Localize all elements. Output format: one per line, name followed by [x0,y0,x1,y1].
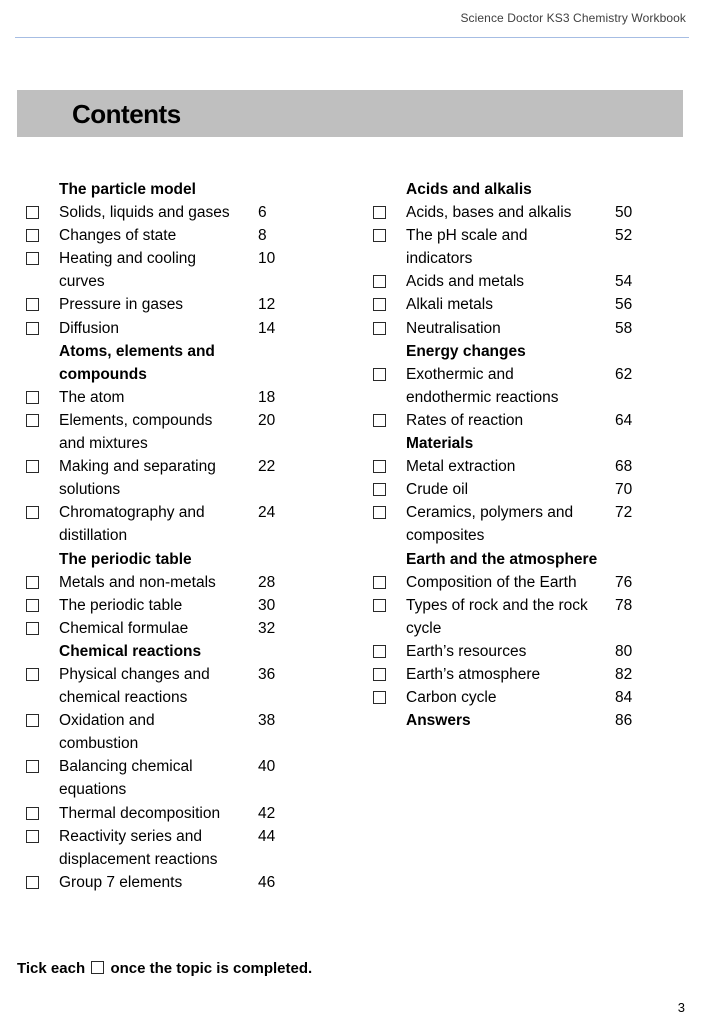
topic-title: Exothermic and [406,365,514,383]
topic-title: Pressure in gases [59,296,184,314]
page-ref: 78 [615,596,633,614]
topic-title: Group 7 elements [59,873,183,891]
toc-entry [24,270,294,293]
topic-title: Crude oil [406,481,469,499]
checkbox-slot [24,363,59,386]
topic-title: Diffusion [59,319,120,337]
section-heading-text: Earth and the atmosphere [406,550,598,568]
section-heading-text: Acids and alkalis [406,181,532,198]
toc-entry [371,617,641,640]
checkbox-slot [24,778,59,801]
toc-section-heading [371,548,641,571]
page-ref: 8 [258,227,267,245]
page-ref: 22 [258,458,276,476]
toc-entry [24,825,294,848]
topic-title: Chemical formulae [59,619,189,637]
topic-checkbox[interactable] [373,275,386,288]
toc-entry [24,317,294,340]
checkbox-slot [24,178,59,201]
topic-checkbox[interactable] [373,506,386,519]
footer-note-after: once the topic is completed. [110,960,313,977]
checkbox-slot [24,617,59,640]
topic-checkbox[interactable] [26,252,39,265]
toc-section-heading [24,340,294,363]
checkbox-slot [24,709,59,732]
checkbox-slot [371,594,406,617]
topic-title: combustion [59,735,139,753]
topic-title: endothermic reactions [406,388,559,406]
checkbox-slot [24,871,59,894]
checkbox-slot [24,432,59,455]
topic-title: cycle [406,619,442,637]
toc-entry [371,524,641,547]
checkbox-slot [24,548,59,571]
checkbox-slot [24,571,59,594]
topic-title: solutions [59,481,121,499]
page-ref: 42 [258,804,276,822]
checkbox-slot [24,478,59,501]
page-ref: 40 [258,758,276,776]
toc-entry [371,686,641,709]
checkbox-slot [371,409,406,432]
topic-checkbox[interactable] [373,599,386,612]
checkbox-slot [24,848,59,871]
topic-checkbox[interactable] [26,460,39,473]
topic-checkbox[interactable] [373,460,386,473]
topic-checkbox[interactable] [373,414,386,427]
page-ref: 46 [258,873,276,891]
checkbox-slot [24,825,59,848]
toc-section-heading [371,178,641,201]
topic-title: Earth’s resources [406,642,527,660]
section-heading-text: The particle model [59,181,196,198]
toc-entry [24,386,294,409]
checkbox-slot [371,224,406,247]
toc-entry [371,594,641,617]
checkbox-slot [371,201,406,224]
topic-title: Types of rock and the rock [406,596,588,614]
toc-section-heading [371,709,641,732]
toc-entry [371,663,641,686]
checkbox-slot [24,386,59,409]
topic-checkbox[interactable] [26,668,39,681]
section-heading-text: Energy changes [406,342,526,360]
topic-checkbox[interactable] [26,298,39,311]
page-ref: 14 [258,319,276,337]
checkbox-slot [371,293,406,316]
toc-right-column [371,178,641,732]
topic-title: Earth’s atmosphere [406,665,541,683]
checkbox-slot [371,548,406,571]
toc-entry [24,732,294,755]
checkbox-slot [371,178,406,201]
page-ref: 68 [615,458,633,476]
page-ref: 64 [615,411,633,429]
toc-entry [24,709,294,732]
toc-section-heading [24,640,294,663]
checkbox-slot [24,247,59,270]
topic-checkbox[interactable] [26,414,39,427]
toc-entry [24,224,294,247]
page-ref: 50 [615,204,633,222]
toc-entry [24,571,294,594]
toc-entry [24,755,294,778]
checkbox-slot [371,617,406,640]
toc-entry [24,524,294,547]
topic-title: Oxidation and [59,712,155,730]
topic-checkbox[interactable] [26,622,39,635]
toc-entry [371,247,641,270]
page-ref: 28 [258,573,276,591]
topic-checkbox[interactable] [373,368,386,381]
topic-title: displacement reactions [59,850,218,868]
topic-checkbox[interactable] [373,576,386,589]
topic-title: curves [59,273,105,291]
toc-entry [371,270,641,293]
toc-section-heading [24,363,294,386]
checkbox-slot [24,732,59,755]
page-ref: 24 [258,504,276,522]
topic-title: Thermal decomposition [59,804,221,822]
page-ref: 82 [615,665,633,683]
section-heading-text: Materials [406,435,474,453]
toc-entry [371,409,641,432]
toc-entry [371,478,641,501]
toc-entry [24,201,294,224]
page-ref: 38 [258,712,276,730]
checkbox-slot [24,317,59,340]
toc-entry [371,571,641,594]
page-ref: 20 [258,411,276,429]
topic-title: Alkali metals [406,296,493,314]
checkbox-slot [24,663,59,686]
toc-entry [24,293,294,316]
page-ref: 32 [258,619,276,637]
toc-entry [24,778,294,801]
toc-entry [24,663,294,686]
checkbox-slot [371,571,406,594]
checkbox-slot [371,270,406,293]
topic-checkbox[interactable] [26,599,39,612]
footer-note-before: Tick each [17,960,86,977]
topic-checkbox[interactable] [26,876,39,889]
checkbox-slot [371,524,406,547]
checkbox-slot [24,293,59,316]
page-ref: 12 [258,296,276,314]
topic-checkbox[interactable] [373,229,386,242]
toc-entry [24,594,294,617]
checkbox-slot [371,340,406,363]
page-ref: 30 [258,596,276,614]
topic-title: chemical reactions [59,689,188,707]
checkbox-slot [24,201,59,224]
topic-checkbox[interactable] [373,322,386,335]
topic-checkbox[interactable] [26,714,39,727]
topic-title: composites [406,527,485,545]
page-number: 3 [677,1000,685,1015]
toc-entry [24,617,294,640]
page-ref: 72 [615,504,633,522]
topic-checkbox[interactable] [26,807,39,820]
topic-checkbox[interactable] [26,229,39,242]
toc-entry [371,293,641,316]
checkbox-slot [371,663,406,686]
toc-entry [371,363,641,386]
toc-entry [24,409,294,432]
topic-checkbox[interactable] [26,206,39,219]
contents-banner [17,90,683,137]
toc-entry [24,455,294,478]
page-ref: 80 [615,642,633,660]
topic-title: Elements, compounds [59,411,213,429]
topic-checkbox[interactable] [373,298,386,311]
topic-title: Composition of the Earth [406,573,577,591]
toc-entry [371,224,641,247]
topic-title: The pH scale and [406,227,528,245]
checkbox-slot [371,317,406,340]
toc-entry [371,201,641,224]
header-rule [15,37,689,38]
page-ref: 6 [258,204,267,222]
checkbox-slot [24,640,59,663]
topic-title: Making and separating [59,458,216,476]
topic-title: The periodic table [59,596,183,614]
topic-title: Acids and metals [406,273,525,291]
checkbox-slot [371,363,406,386]
toc-entry [371,501,641,524]
topic-title: Metals and non-metals [59,573,216,591]
page-ref: 70 [615,481,633,499]
topic-checkbox[interactable] [26,391,39,404]
checkbox-slot [371,709,406,732]
topic-title: Changes of state [59,227,177,245]
page-ref: 44 [258,827,276,845]
checkbox-slot [24,686,59,709]
checkbox-slot [24,755,59,778]
toc-entry [371,386,641,409]
topic-title: Ceramics, polymers and [406,504,574,522]
footer-instruction [17,960,312,977]
topic-checkbox[interactable] [373,691,386,704]
topic-checkbox[interactable] [26,322,39,335]
topic-title: indicators [406,250,473,268]
checkbox-slot [371,478,406,501]
topic-checkbox[interactable] [373,483,386,496]
page-ref: 10 [258,250,276,268]
topic-checkbox[interactable] [373,668,386,681]
toc-entry [24,686,294,709]
topic-title: Reactivity series and [59,827,203,845]
section-heading-text: The periodic table [59,550,192,568]
section-heading-text: Atoms, elements and [59,342,215,360]
topic-title: and mixtures [59,435,148,453]
topic-title: Solids, liquids and gases [59,204,230,222]
topic-title: Metal extraction [406,458,516,476]
toc-entry [24,247,294,270]
toc-entry [371,640,641,663]
topic-title: distillation [59,527,128,545]
toc-section-heading [24,178,294,201]
topic-checkbox[interactable] [26,830,39,843]
section-heading-text: Chemical reactions [59,642,202,660]
topic-checkbox[interactable] [373,206,386,219]
topic-title: Acids, bases and alkalis [406,204,572,222]
toc-section-heading [371,432,641,455]
checkbox-slot [24,455,59,478]
checkbox-slot [371,247,406,270]
topic-checkbox[interactable] [26,760,39,773]
topic-checkbox[interactable] [26,506,39,519]
page-ref: 86 [615,712,633,730]
checkbox-slot [371,501,406,524]
page-ref: 76 [615,573,633,591]
page-ref: 36 [258,665,276,683]
topic-title: Rates of reaction [406,411,524,429]
checkbox-slot [371,686,406,709]
toc-entry [24,501,294,524]
checkbox-slot [24,270,59,293]
topic-title: Physical changes and [59,665,210,683]
page-ref: 62 [615,365,633,383]
checkbox-slot [371,455,406,478]
section-heading-text: compounds [59,365,147,383]
toc-entry [24,802,294,825]
topic-title: Heating and cooling [59,250,197,268]
checkbox-slot [24,409,59,432]
running-header: Science Doctor KS3 Chemistry Workbook [460,11,686,25]
page-ref: 58 [615,319,633,337]
section-heading-text: Answers [406,712,471,730]
checkbox-slot [24,524,59,547]
checkbox-slot [24,340,59,363]
toc-entry [371,455,641,478]
page-ref: 18 [258,388,276,406]
topic-title: Neutralisation [406,319,501,337]
topic-title: equations [59,781,127,799]
page-ref: 56 [615,296,633,314]
page-ref: 54 [615,273,633,291]
toc-entry [24,432,294,455]
page-ref: 84 [615,689,633,707]
toc-left-column [24,178,294,894]
topic-title: Carbon cycle [406,689,497,707]
toc-section-heading [371,340,641,363]
toc-entry [24,478,294,501]
topic-title: Chromatography and [59,504,205,522]
checkbox-slot [24,802,59,825]
checkbox-slot [371,432,406,455]
toc-section-heading [24,548,294,571]
checkbox-slot [371,640,406,663]
topic-title: Balancing chemical [59,758,193,776]
page-title: Contents [72,99,181,129]
topic-checkbox[interactable] [26,576,39,589]
toc-entry [371,317,641,340]
checkbox-slot [24,224,59,247]
checkbox-slot [24,594,59,617]
page-ref: 52 [615,227,633,245]
checkbox-icon [91,961,104,974]
topic-title: The atom [59,388,125,406]
toc-entry [24,848,294,871]
checkbox-slot [371,386,406,409]
toc-entry [24,871,294,894]
topic-checkbox[interactable] [373,645,386,658]
checkbox-slot [24,501,59,524]
